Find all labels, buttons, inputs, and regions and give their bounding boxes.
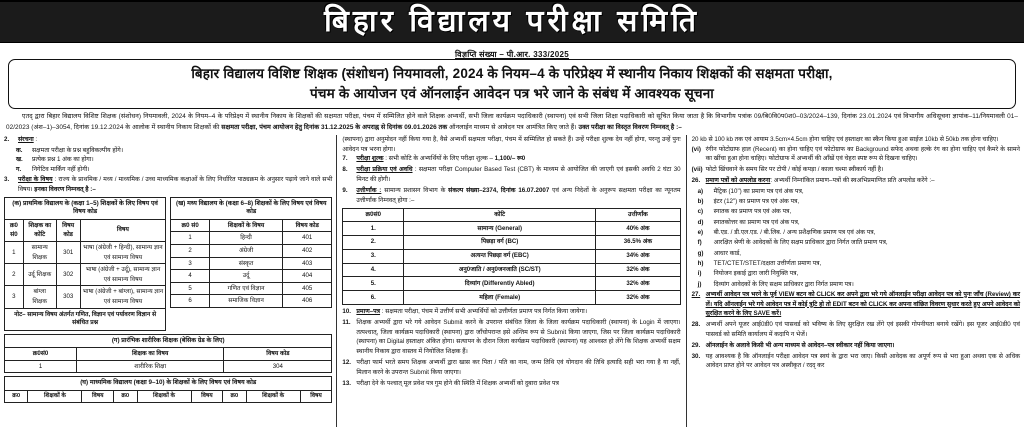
table-row [171,257,332,270]
table-kha-th-1: शिक्षकों के विषय [210,219,283,232]
item-2-heading: संरचना [18,135,34,143]
table-ka-note-row [5,308,166,330]
table-gha-th-2: विषय [82,390,114,402]
list-item [692,228,1020,238]
marks-r0-c0: 1. [343,222,404,236]
headline-line-2: पंचम के आयोजन एवं ऑनलाईन आवेदन पत्र भरे जाने के संबंध में आवश्यक सूचना [310,85,714,101]
table-ka-r1-c0: 2 [5,264,24,286]
item-2-sub-ka-text: सक्षमता परीक्षा के प्रश्न बहुविकल्पीय होंगे। [32,146,124,154]
item-2-sub-ga-text: निगेटिव मार्किंग नहीं होगी। [32,166,90,174]
table-kha-r3-c1: उर्दू [210,270,283,283]
item-vii-key: (vii) [691,166,703,174]
table-gha-header-row [5,390,332,402]
table-row [343,277,680,291]
item-2-sub-ka [4,146,332,156]
table-kha-r1-c0: 2 [171,244,210,257]
table-kha-th-0: क्र0 सं0 [171,219,210,232]
item-29-text: ऑनलाईन के अलावे किसी भी अन्य माध्यम से आवेदन–पत्र स्वीकार नहीं किया जाएगा। [705,341,895,349]
table-kha-wrap [170,197,332,331]
marks-r2-c1: अत्यन्त पिछड़ा वर्ग (EBC) [404,249,596,263]
table-ka-r0-c2: 301 [56,241,80,263]
intro-text-1: एतद् द्वारा बिहार विद्यालय विशिष्ट शिक्षक (संशोधन) नियमावली, 2024 के नियम–4 के परिप्रेक्ष्य में स्थानीय निकाय के शिक्षकों की सक्षमता परीक्षा, पंचम में सम्मिलित होने वाले शिक्षक अभ्यर्थी, सभी जिला कार्यक्रम पदाधिकारी (स्थापना) एवं सभी जिला शिक्षा पदाधिकारी को सूचित किया जाता है कि विभागीय पत्रांक 09/बि0वि0प0श0–03/2024–139, दिनांक 23.01.2024 एवं विभागीय अधिसूचना ज्ञापांक–11/नियमावली 01–02/2023 (अंश–1)–3054, दिनांक 19.12.2024 के आलोक में स्थानीय निकाय शिक्षकों की [6,113,1018,131]
table-gha-th-0: क्र0 [5,390,28,402]
table-gha-th-6: क्र0 [223,390,246,402]
marks-header-row [343,209,680,222]
cert-a-text: मैट्रिक (10") का प्रमाण पत्र एवं अंक पत्र, [713,187,804,195]
certificate-upload-list [692,187,1020,289]
item-11-number: 11. [342,318,351,326]
item-12 [342,358,680,378]
table-kha-r5-c0: 6 [171,295,210,308]
item-vi-text: रंगीन फोटोग्राफ हाल (Recent) का होना चाहिए एवं फोटोग्राफ का Background सफेद अथवा हल्के रंग का होना चाहिए एवं कैमरे के सामने का खींचा हुआ होना चाहिए। फोटोग्राफ में अभ्यर्थी की आँखें एवं चेहरा स्पष्ट रूप से दिखना चाहिए। [705,145,1020,163]
marks-r5-c1: महिला (Female) [404,291,596,305]
headline-box [8,59,1016,109]
marks-r3-c1: अनु0जाति / अनु0जनजाति (SC/ST) [404,263,596,277]
cert-d-text: स्नातकोत्तर का प्रमाण पत्र एवं अंक पत्र, [713,218,800,226]
table-row [171,232,332,245]
list-item [692,259,1020,269]
marks-r3-c0: 4. [343,263,404,277]
table-ka-note: नोट– सामान्य विषय अंतर्गत गणित, विज्ञान एवं पर्यावरण विज्ञान से संबंधित प्रश्न [5,308,166,330]
table-gha-th-8: विषय [300,390,332,402]
table-ka-r1-c2: 302 [56,264,80,286]
item-29 [692,341,1020,351]
table-kha-r5-c2: 406 [283,295,332,308]
table-ka-r1-c3: भाषा (अंग्रेजी + उर्दू), सामान्य ज्ञान एवं सामान्य विषय [80,264,166,286]
cert-i-text: नियोजन इकाई द्वारा जारी नियुक्ति पत्र, [713,270,799,278]
organization-title: बिहार विद्यालय परीक्षा समिति [324,5,700,38]
table-row [171,282,332,295]
item-11 [342,318,680,357]
marks-r1-c1: पिछड़ा वर्ग (BC) [404,235,596,249]
item-2-sub-kha [4,155,332,165]
item-28-number: 28. [691,321,701,329]
list-item [692,238,1020,248]
table-ga-r0-c1: शारीरिक शिक्षा [77,360,224,373]
table-row [5,286,166,308]
item-28-text: अभ्यर्थी अपने यूजर आई0डी0 एवं पासवर्ड को भविष्य के लिए सुरक्षित रख लेंगे एवं इसकी गोपनीयता बनाये रखेंगे। इस यूजर आई0डी0 एवं पासवर्ड को समिति कार्यालय में कदापि न भेजें। [705,321,1020,339]
item-30-number: 30. [691,352,701,360]
table-kha-r1-c2: 402 [283,244,332,257]
list-item [692,197,1020,207]
item-12-number: 12. [342,358,351,366]
table-ka-r0-c0: 1 [5,241,24,263]
table-kha-r3-c2: 404 [283,270,332,283]
cert-d-key: d) [697,218,704,226]
marks-th-0: क्र0सं0 [343,209,404,222]
item-9 [342,186,680,206]
marks-r2-c2: 34% अंक [596,249,680,263]
item-8-body [356,165,680,185]
table-row [343,263,680,277]
table-ga-caption: (ग) प्रारंभिक शारीरिक शिक्षक (बेसिक ग्रेड के लिए) [4,334,332,348]
list-item [692,207,1020,217]
cert-i-key: i) [697,270,702,278]
table-ka-r1-c1: उर्दू शिक्षक [23,264,56,286]
table-kha-r2-c1: संस्कृत [210,257,283,270]
middle-column [336,135,685,427]
item-3-body [18,175,332,195]
table-kha-r1-c1: अंग्रेजी [210,244,283,257]
marks-th-1: कोटि [404,209,596,222]
item-7-fee: 1,100/– रू0 [494,155,526,163]
table-row [343,222,680,236]
table-row [343,249,680,263]
table-ka [4,197,166,331]
marks-r4-c1: दिव्यांग (Differently Abled) [404,277,596,291]
item-27 [692,290,1020,319]
table-row [343,291,680,305]
marks-th-2: उत्तीर्णांक [596,209,680,222]
item-10-body [356,307,680,317]
list-item [692,218,1020,228]
table-ka-th-2: विषय कोड [56,219,80,241]
cert-h-key: h) [697,259,704,267]
intro-text-2: ऑनलाईन माध्यम से आवेदन पत्र आमंत्रित किए जाते हैं। [447,123,579,131]
table-kha-r4-c0: 5 [171,282,210,295]
item-2-sub-ga-key: ग. [16,166,22,174]
table-kha-r0-c0: 1 [171,232,210,245]
item-2-colon: : [33,135,38,143]
list-item [692,187,1020,197]
item-7 [342,154,680,164]
cert-a-key: a) [697,187,704,195]
table-row [171,270,332,283]
item-27-text: अभ्यर्थी आवेदन पत्र भरने के पूर्व VIEW बटन को CLICK कर अपने द्वारा भरे गये ऑनलाईन परीक्षा आवेदन पत्र को पुनः जाँच (Review) कर लें। यदि ऑनलाईन भरे गये आवेदन पत्र में कोई त्रुटि हो तो EDIT बटन को CLICK कर अपना वांछित विवरण सुधार करते हुए अपने आवेदन को सुरक्षित करने के लिए SAVE करें। [705,290,1020,318]
item-8-text: : सक्षमता परीक्षा Computer Based Test (CBT) के माध्यम से आयोजित की जाएगी एवं इसकी अवधि 2 घंटा 30 मिनट की होगी। [356,166,681,184]
item-2-sub-ga [4,165,332,175]
item-3-number: 3. [4,176,10,184]
marks-r0-c1: सामान्य (General) [404,222,596,236]
list-item [692,269,1020,279]
item-10-text: : सक्षमता परीक्षा, पंचम में उत्तीर्ण सभी अभ्यर्थियों को उत्तीर्णता प्रमाण पत्र निर्गत किया जायेगा। [380,307,588,315]
item-9-text: सामान्य प्रशासन विभाग के [381,186,449,194]
item-26 [692,176,1020,186]
item-8-heading: परीक्षा प्रक्रिया एवं अवधि [356,166,413,174]
item-vii [692,165,1020,175]
item-2-body [18,135,332,145]
item-10 [342,307,680,317]
cert-e-text: बी.एड. / डी.एल.एड. / बी.लिब. / अन्य प्रशैक्षणिक प्रमाण पत्र एवं अंक पत्र, [713,229,876,237]
item-10-number: 10. [342,307,351,315]
passing-marks-table [342,208,680,305]
table-ka-r0-c3: भाषा (अंग्रेजी + हिन्दी), सामान्य ज्ञान एवं सामान्य विषय [80,241,166,263]
item-30-text: यह आवश्यक है कि ऑनलाईन परीक्षा आवेदन पत्र स्वयं के द्वारा भरा जाए। किसी आवेदक का अपूर्ण रूप से भरा हुआ अथवा एक से अधिक आवेदन प्राप्त होने पर आवेदन पत्र अस्वीकृत / रदद् कर [705,352,1020,370]
item-8-number: 8. [342,166,348,174]
cert-g-text: आधार कार्ड, [713,249,741,257]
table-kha-r4-c1: गणित एवं विज्ञान [210,282,283,295]
item-vi-key: (vi) [691,145,701,153]
table-row [5,360,332,373]
item-30 [692,352,1020,372]
item-2-sub-ka-key: क. [16,146,23,154]
cert-c-key: c) [697,208,704,216]
cert-f-key: f) [697,239,702,247]
body-columns [4,135,1020,427]
table-kha-r4-c2: 405 [283,282,332,295]
item-7-body [356,154,680,164]
cert-b-text: इंटर (12") का प्रमाण पत्र एवं अंक पत्र, [713,198,800,206]
marks-r2-c0: 3. [343,249,404,263]
table-gha-th-5: विषय [191,390,223,402]
item-26-text: : अभ्यर्थी निम्नांकित प्रमाण–पत्रों की स्वअभिप्रमाणित प्रति अपलोड करेंगे :– [770,177,935,185]
notice-number-row [0,43,1024,58]
notice-number: विज्ञप्ति संख्या – पी.आर. 333/2025 [455,50,569,59]
masthead-banner [0,0,1024,43]
table-ka-th-0: क्र0 सं0 [5,219,24,241]
item-7-number: 7. [342,155,348,163]
item-2-sub-kha-key: ख. [16,156,23,164]
table-kha-r3-c0: 4 [171,270,210,283]
table-kha-r0-c2: 401 [283,232,332,245]
table-kha-r0-c1: हिन्दी [210,232,283,245]
table-ka-header-row [5,219,166,241]
table-gha-th-3: क्र0 [114,390,137,402]
cert-j-key: j) [697,280,702,288]
table-gha-th-1: शिक्षकों के [28,390,82,402]
table-ka-r0-c1: सामान्य शिक्षक [23,241,56,263]
item-9-heading: उत्तीर्णांक : [356,186,382,194]
marks-r5-c2: 32% अंक [596,291,680,305]
table-kha-caption: (ख) मध्य विद्यालय के (कक्षा 6–8) शिक्षकों के लिए विषय एवं विषय कोड [170,197,332,219]
table-ka-wrap [4,197,166,331]
item-9-body [356,186,680,206]
table-ga-header-row [5,348,332,361]
table-ga-th-1: शिक्षक का विषय [77,348,224,361]
table-ka-r2-c3: भाषा (अंग्रेजी + बांग्ला), सामान्य ज्ञान एवं सामान्य विषय [80,286,166,308]
cert-b-key: b) [697,198,704,206]
right-continuation-text: 20 kb से 100 kb तक एवं आयाम 3.5cm×4.5cm होना चाहिए एवं हस्ताक्षर का स्कैन किया हुआ साईज 10kb से 50kb तक होना चाहिए। [691,135,999,143]
intro-bold-1: सक्षमता परीक्षा, पंचम आयोजन हेतु दिनांक 31.12.2025 के अपराह्न से दिनांक 09.01.2026 तक [221,123,448,131]
table-ga-th-2: विषय कोड [224,348,332,361]
item-3-heading: परीक्षा के विषय [18,176,53,184]
item-26-number: 26. [691,177,701,185]
cert-h-text: TET/CTET/STET/दक्षता उत्तीर्णता प्रमाण पत्र, [713,259,822,267]
item-26-heading: प्रमाण पत्रों को अपलोड करना [705,177,771,185]
table-kha [170,197,332,308]
table-kha-r2-c0: 3 [171,257,210,270]
item-27-number: 27. [691,290,701,298]
table-ka-th-1: शिक्षक का कोटि [23,219,56,241]
headline-line-1: बिहार विद्यालय विशिष्ट शिक्षक (संशोधन) नियमावली, 2024 के नियम–4 के परिप्रेक्ष्य में स्थानीय निकाय शिक्षकों की सक्षमता परीक्षा, [191,66,833,81]
table-ga-th-0: क्र0सं0 [5,348,77,361]
marks-r4-c2: 32% अंक [596,277,680,291]
cert-f-text: आरक्षित श्रेणी के आवेदकों के लिए सक्षम प्राधिकार द्वारा निर्गत जाति प्रमाण पत्र, [713,239,888,247]
marks-r1-c0: 2. [343,235,404,249]
intro-bold-2: उक्त परीक्षा का विस्तृत विवरण निम्नवत् है :– [578,123,682,131]
item-9-text-2: एवं अन्य निदेशों के अनुरूप सक्षमता परीक्षा का न्यूनतम उत्तीर्णांक निम्नवत् होगा :– [356,186,681,204]
cert-e-key: e) [697,229,704,237]
item-13-number: 13. [342,379,351,387]
subject-tables-pair [4,197,332,331]
marks-r5-c0: 6. [343,291,404,305]
table-row [343,235,680,249]
item-2-number: 2. [4,135,10,143]
item-10-heading: प्रमाण–पत्र [356,307,381,315]
item-7-heading: परीक्षा शुल्क [356,155,384,163]
marks-r1-c2: 36.5% अंक [596,235,680,249]
table-gha-caption: (घ) माध्यमिक विद्यालय (कक्षा 9–10) के शिक्षकों के लिए विषय एवं विषय कोड [4,376,332,390]
table-ga-r0-c2: 304 [224,360,332,373]
item-2-sub-kha-text: प्रत्येक प्रश्न 1 अंक का होगा। [32,156,94,164]
table-ka-r2-c0: 3 [5,286,24,308]
cert-c-text: स्नातक का प्रमाण पत्र एवं अंक पत्र, [713,208,792,216]
item-9-resolution: संकल्प संख्या–2374, दिनांक 16.07.2007 [448,186,550,194]
table-kha-r2-c2: 403 [283,257,332,270]
table-ka-th-3: विषय [80,219,166,241]
item-vii-text: फोटो खिंचवाने के समय सिर पर टोपी / कोई कपड़ा / काला चश्मा स्वीकार्य नहीं है। [705,166,884,174]
table-kha-r5-c1: समाजिक विज्ञान [210,295,283,308]
item-13-text: परीक्षा देने के पश्चात् मूल प्रवेश पत्र गुम होने की स्थिति में शिक्षक अभ्यर्थी को दुबारा प्रवेश पत्र [356,379,559,387]
table-row [171,244,332,257]
intro-paragraph [6,112,1018,133]
list-item [692,280,1020,290]
cert-g-key: g) [697,249,704,257]
item-8 [342,165,680,185]
item-3-text: : राज्य के प्राथमिक / मध्य / माध्यमिक / उच्च माध्यमिक कक्षाओं के लिए निर्धारित पाठ्यक्रम के अनुसार पढ़ाये जाने वाले सभी विषय। [18,176,333,193]
item-9-number: 9. [342,186,348,194]
item-26-body [706,176,1020,186]
cert-j-text: दिव्यांग आवेदकों के लिए सक्षम प्राधिकार द्वारा निर्गत प्रमाण पत्र। [713,280,854,288]
table-kha-header-row [171,219,332,232]
table-gha [4,376,332,403]
item-13 [342,379,680,389]
table-gha-th-7: शिक्षकों के [246,390,300,402]
right-column [686,135,1020,427]
table-ka-caption: (क) प्राथमिक विद्यालय के (कक्षा 1–5) शिक्षकों के लिए विषय एवं विषय कोड [4,197,166,219]
item-3 [4,175,332,195]
item-2 [4,135,332,145]
table-ga [4,334,332,374]
item-3-bold: इनका विवरण निम्नवत् है :– [34,185,96,193]
marks-r3-c2: 32% अंक [596,263,680,277]
table-ga-r0-c0: 1 [5,360,77,373]
table-kha-th-2: विषय कोड [283,219,332,232]
item-vi [692,145,1020,165]
table-ka-r2-c1: बांग्ला शिक्षक [23,286,56,308]
table-row [5,241,166,263]
table-gha-th-4: शिक्षकों के [137,390,191,402]
table-ka-r2-c2: 303 [56,286,80,308]
list-item [692,249,1020,259]
table-row [5,264,166,286]
item-7-text: : सभी कोटि के अभ्यर्थियों के लिए परीक्षा शुल्क – [383,155,495,163]
marks-r0-c2: 40% अंक [596,222,680,236]
marks-r4-c0: 5. [343,277,404,291]
mid-continuation-text: (स्थापना) द्वारा अनुमोदन नहीं किया गया है, वैसे अभ्यर्थी सक्षमता परीक्षा, पंचम में सम्मिलित हो सकते हैं। उन्हें परीक्षा शुल्क देय नहीं होगा, परन्तु उन्हें पुनः आवेदन पत्र भरना होगा। [342,135,681,153]
item-29-number: 29. [691,341,701,349]
table-row [171,295,332,308]
item-12-text: परीक्षा फार्म भरते समय शिक्षक अभ्यर्थी द्वारा खास कर पिता / पति का नाम, जन्म तिथि एवं योगदान की तिथि इत्यादि सही भरा गया है या नहीं, मिलान करने के उपरान्त Submit किया जाएगा। [356,358,681,376]
item-28 [692,320,1020,340]
left-column [4,135,336,427]
item-11-text: शिक्षक अभ्यर्थी द्वारा भरे गये आवेदन Submit करने के उपरान्त संबंधित जिला के जिला कार्यक्रम पदाधिकारी (स्थापना) के Login में जाएगा। तत्पश्चात्, जिला कार्यक्रम पदाधिकारी (स्थापना) द्वारा जाँचोपरान्त इसे अन्तिम रूप से Submit किया जाएगा, जिस पर जिला कार्यक्रम पदाधिकारी (स्थापना) का Digital हस्ताक्षर अंकित होगा। सत्यापन के दौरान जिला कार्यक्रम पदाधिकारी (स्थापना) यह आश्वस्त हो लेंगे कि शिक्षक अभ्यर्थी सक्षम स्थानीय निकाय द्वारा वास्तव में नियोजित शिक्षक हैं। [356,318,681,356]
